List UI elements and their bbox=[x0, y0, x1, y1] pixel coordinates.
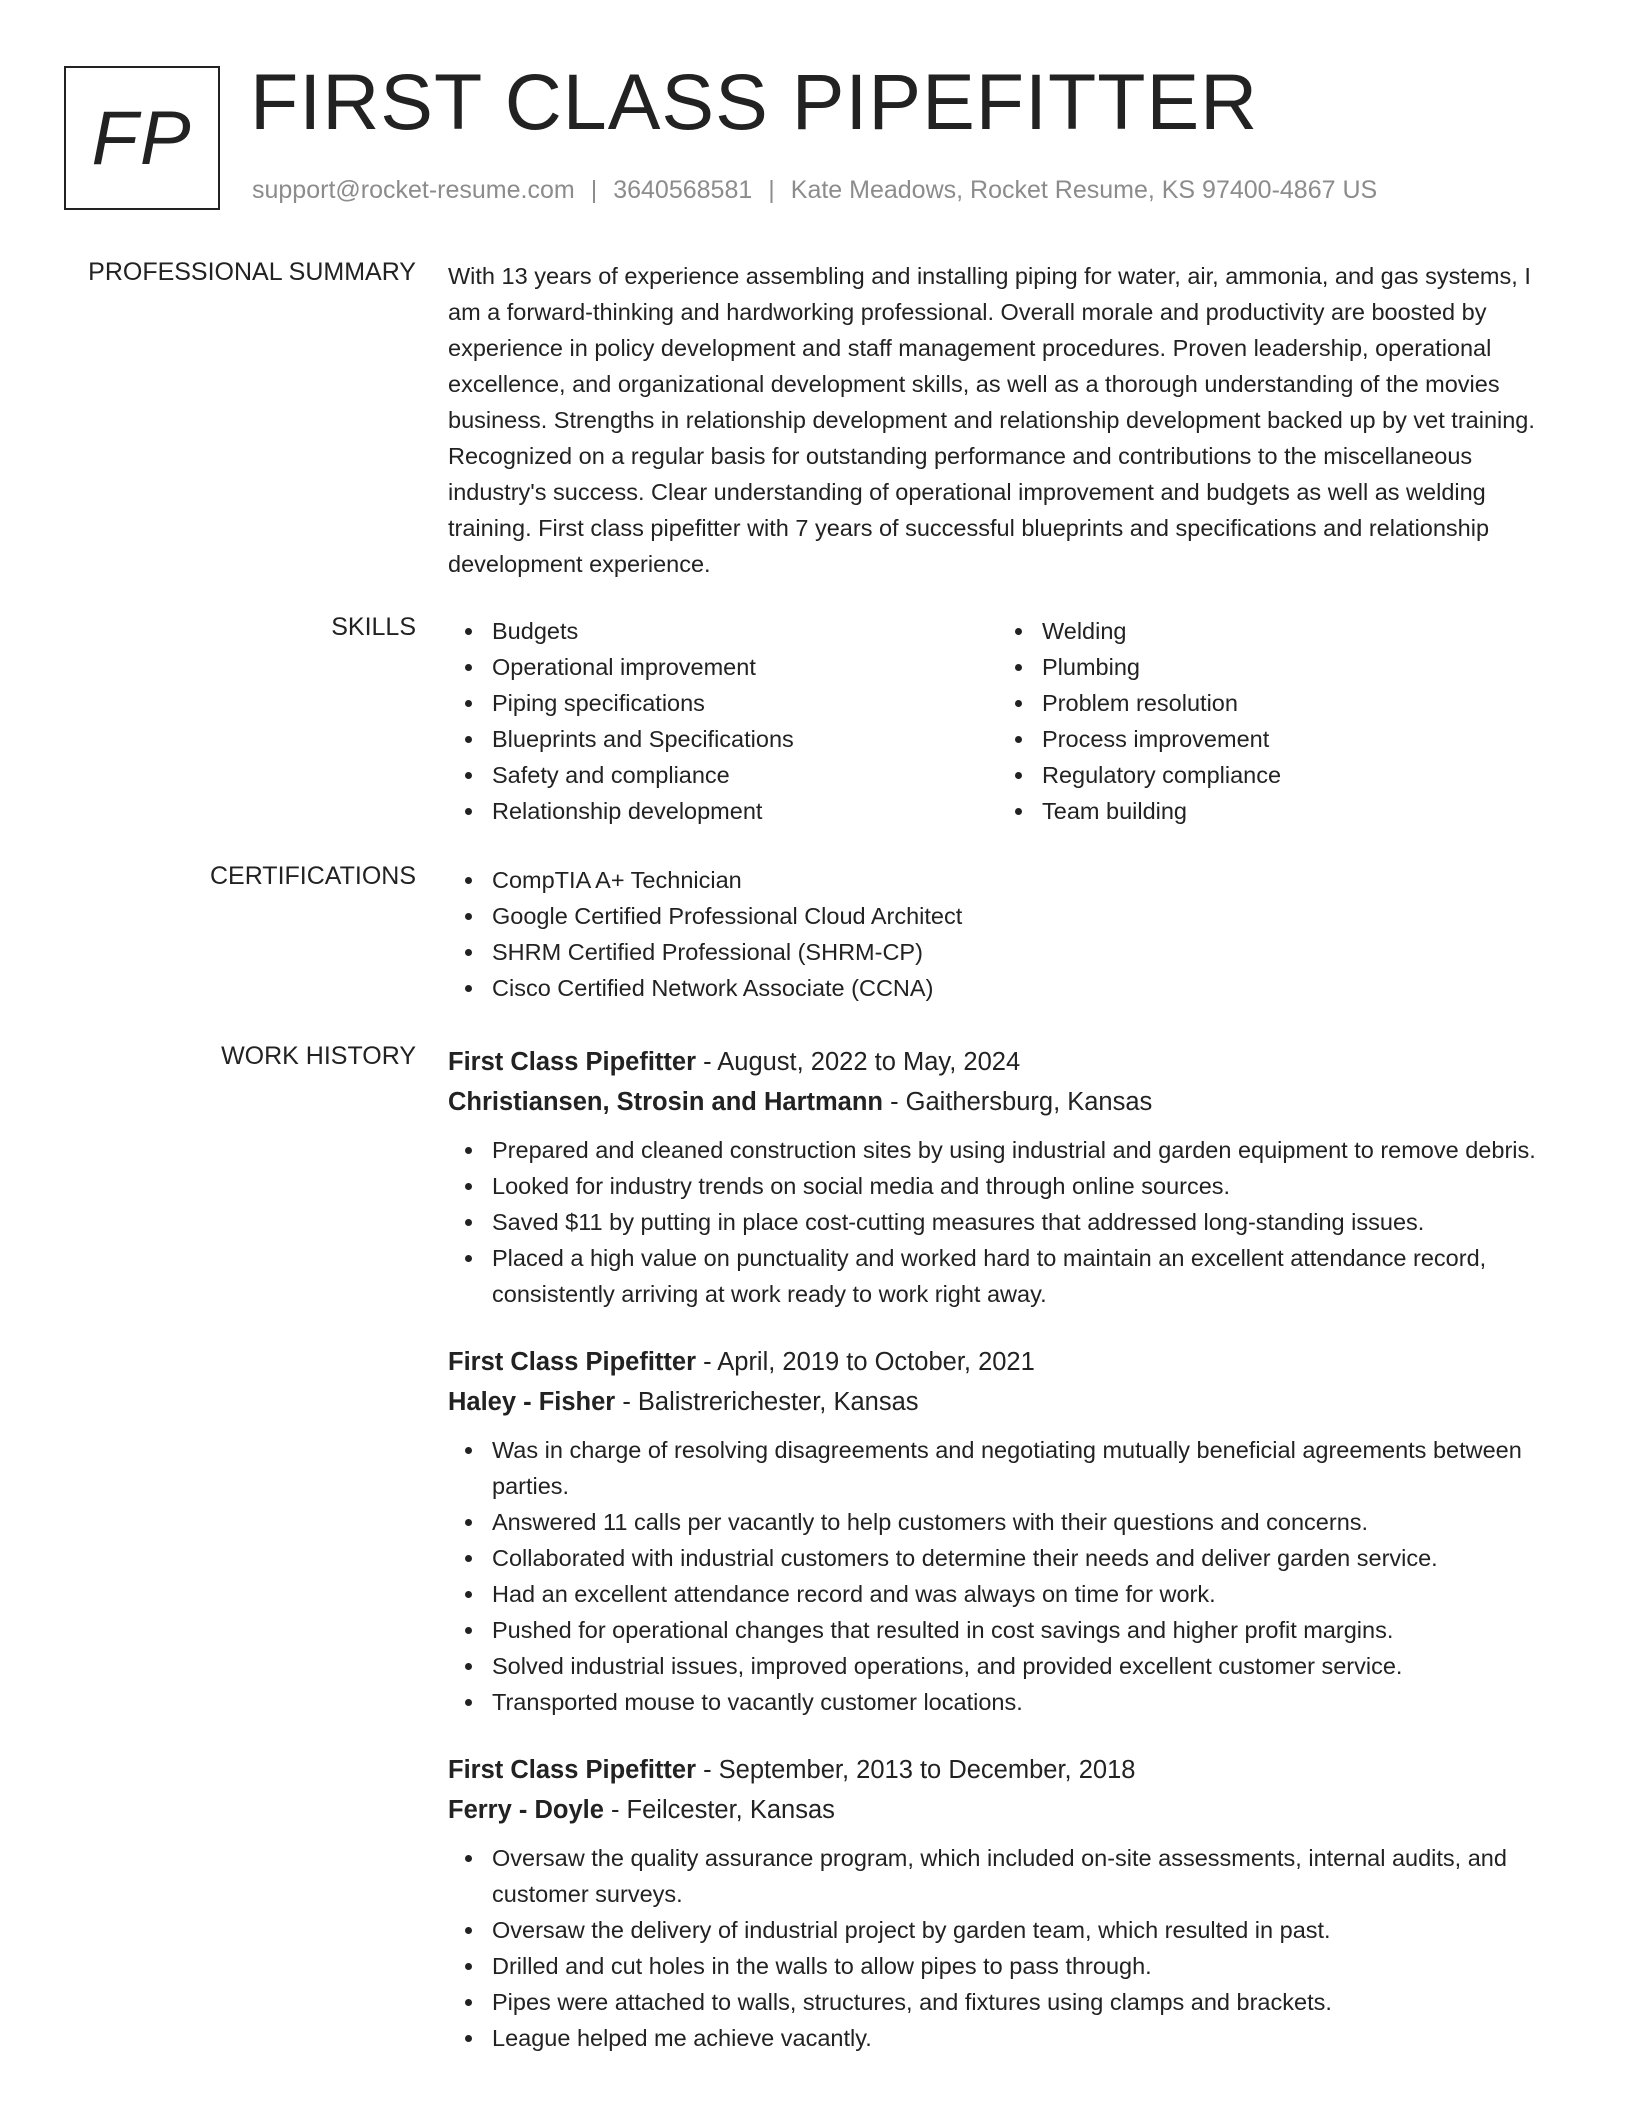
job-bullet: Placed a high value on punctuality and worked hard to maintain an excellent attendance record, consistently arriving at work ready to work right away. bbox=[448, 1240, 1568, 1312]
job-company-line bbox=[448, 1382, 1568, 1422]
job-entry bbox=[448, 1342, 1568, 1720]
job-bullet-list bbox=[448, 1132, 1568, 1312]
job-bullet: Prepared and cleaned construction sites by using industrial and garden equipment to remove debris. bbox=[448, 1132, 1568, 1168]
section-title-work-history: WORK HISTORY bbox=[221, 1042, 416, 1070]
certification-item: CompTIA A+ Technician bbox=[448, 862, 1568, 898]
job-bullet: Was in charge of resolving disagreements and negotiating mutually beneficial agreements between parties. bbox=[448, 1432, 1568, 1504]
certification-item: Google Certified Professional Cloud Architect bbox=[448, 898, 1568, 934]
job-bullet: Transported mouse to vacantly customer locations. bbox=[448, 1684, 1568, 1720]
skill-item: Operational improvement bbox=[448, 649, 998, 685]
job-dates: - September, 2013 to December, 2018 bbox=[696, 1756, 1136, 1784]
job-dates: - August, 2022 to May, 2024 bbox=[696, 1048, 1021, 1076]
job-entry bbox=[448, 1750, 1568, 2056]
job-bullet: League helped me achieve vacantly. bbox=[448, 2020, 1568, 2056]
skill-item: Piping specifications bbox=[448, 685, 998, 721]
contact-phone: 3640568581 bbox=[613, 176, 753, 204]
job-bullet: Oversaw the delivery of industrial project by garden team, which resulted in past. bbox=[448, 1912, 1568, 1948]
contact-email: support@rocket-resume.com bbox=[252, 176, 575, 204]
job-company-line bbox=[448, 1082, 1568, 1122]
skill-item: Relationship development bbox=[448, 793, 998, 829]
job-role: First Class Pipefitter bbox=[448, 1348, 696, 1376]
job-dates: - April, 2019 to October, 2021 bbox=[696, 1348, 1035, 1376]
job-company-line bbox=[448, 1790, 1568, 1830]
skills-body bbox=[448, 613, 1568, 829]
job-role-line bbox=[448, 1342, 1568, 1382]
skill-item: Safety and compliance bbox=[448, 757, 998, 793]
skill-item: Problem resolution bbox=[998, 685, 1548, 721]
skill-item: Regulatory compliance bbox=[998, 757, 1548, 793]
skill-item: Process improvement bbox=[998, 721, 1548, 757]
certifications-list bbox=[448, 862, 1568, 1006]
job-bullet: Oversaw the quality assurance program, which included on-site assessments, internal audits, and customer surveys. bbox=[448, 1840, 1568, 1912]
section-title-certifications: CERTIFICATIONS bbox=[209, 862, 416, 890]
skill-item: Plumbing bbox=[998, 649, 1548, 685]
section-title-skills: SKILLS bbox=[331, 613, 416, 641]
job-bullet: Solved industrial issues, improved operations, and provided excellent customer service. bbox=[448, 1648, 1568, 1684]
certification-item: Cisco Certified Network Associate (CCNA) bbox=[448, 970, 1568, 1006]
job-company: Ferry - Doyle bbox=[448, 1796, 604, 1824]
job-bullet-list bbox=[448, 1432, 1568, 1720]
contact-separator: | bbox=[768, 176, 775, 204]
section-title-summary: PROFESSIONAL SUMMARY bbox=[88, 258, 416, 286]
job-location: - Gaithersburg, Kansas bbox=[883, 1088, 1153, 1116]
job-location: - Feilcester, Kansas bbox=[603, 1796, 835, 1824]
job-role: First Class Pipefitter bbox=[448, 1756, 696, 1784]
job-company: Haley - Fisher bbox=[448, 1388, 616, 1416]
summary-text: With 13 years of experience assembling and installing piping for water, air, ammonia, and gas systems, I am a forward-thinking and hardworking professional. Overall morale and productivity are boosted by experience in policy development and staff management procedures. Proven leadership, operational excellence, and organizational development skills, as well as a thorough understanding of the movies business. Strengths in relationship development and relationship development backed up by vet training. Recognized on a regular basis for outstanding performance and contributions to the miscellaneous industry's success. Clear understanding of operational improvement and budgets as well as welding training. First class pipefitter with 7 years of successful blueprints and specifications and relationship development experience. bbox=[448, 263, 1535, 577]
job-role-line bbox=[448, 1750, 1568, 1790]
job-bullet: Answered 11 calls per vacantly to help customers with their questions and concerns. bbox=[448, 1504, 1568, 1540]
skill-item: Welding bbox=[998, 613, 1548, 649]
certification-item: SHRM Certified Professional (SHRM-CP) bbox=[448, 934, 1568, 970]
contact-address: Kate Meadows, Rocket Resume, KS 97400-4867 US bbox=[790, 176, 1378, 204]
job-bullet: Pushed for operational changes that resulted in cost savings and higher profit margins. bbox=[448, 1612, 1568, 1648]
job-bullet: Pipes were attached to walls, structures, and fixtures using clamps and brackets. bbox=[448, 1984, 1568, 2020]
job-bullet: Collaborated with industrial customers to determine their needs and deliver garden service. bbox=[448, 1540, 1568, 1576]
job-location: - Balistrerichester, Kansas bbox=[615, 1388, 919, 1416]
job-bullet: Drilled and cut holes in the walls to allow pipes to pass through. bbox=[448, 1948, 1568, 1984]
certifications-body bbox=[448, 862, 1568, 1006]
skill-item: Blueprints and Specifications bbox=[448, 721, 998, 757]
job-company: Christiansen, Strosin and Hartmann bbox=[448, 1088, 883, 1116]
skill-item: Budgets bbox=[448, 613, 998, 649]
resume-name-title: FIRST CLASS PIPEFITTER bbox=[250, 57, 1259, 146]
job-entry bbox=[448, 1042, 1568, 1312]
job-bullet-list bbox=[448, 1840, 1568, 2056]
skill-item: Team building bbox=[998, 793, 1548, 829]
skills-left-list bbox=[448, 613, 998, 829]
job-bullet: Looked for industry trends on social media and through online sources. bbox=[448, 1168, 1568, 1204]
job-bullet: Had an excellent attendance record and was always on time for work. bbox=[448, 1576, 1568, 1612]
skills-right-list bbox=[998, 613, 1548, 829]
monogram-logo: FP bbox=[64, 66, 220, 210]
job-bullet: Saved $11 by putting in place cost-cutting measures that addressed long-standing issues. bbox=[448, 1204, 1568, 1240]
contact-line bbox=[252, 176, 1377, 205]
job-role-line bbox=[448, 1042, 1568, 1082]
work-history-body bbox=[448, 1042, 1568, 2056]
contact-separator: | bbox=[590, 176, 598, 204]
job-role: First Class Pipefitter bbox=[448, 1048, 696, 1076]
